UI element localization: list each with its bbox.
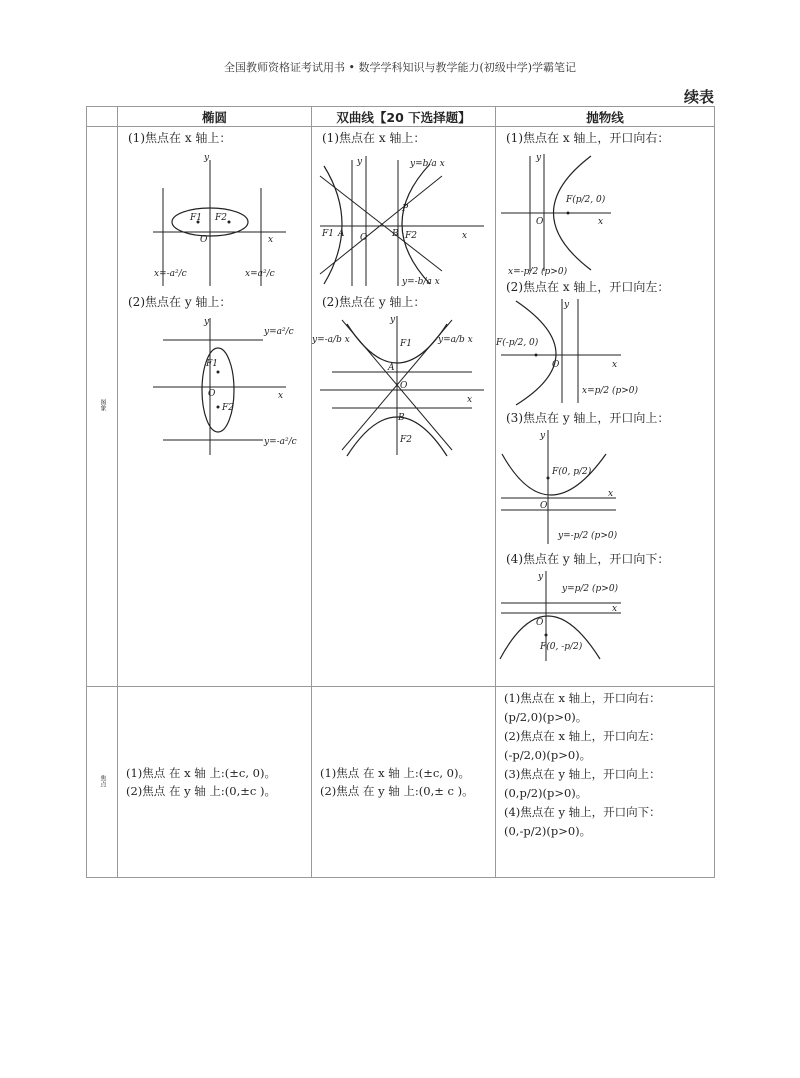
svg-text:x: x: [608, 489, 614, 499]
svg-text:y: y: [390, 315, 396, 325]
ellipse-focus-x: (1)焦点 在 x 轴 上:(±c, 0)。: [126, 766, 276, 780]
parabola-focus-cell: [496, 687, 715, 878]
hyperbola-graph-cell: [312, 127, 496, 687]
ellipse-caption-x: (1)焦点在 x 轴上：: [128, 131, 232, 145]
header-cell-hyperbola: 双曲线【20 下选择题】: [312, 107, 496, 127]
svg-text:y=p/2 (p>0): y=p/2 (p>0): [562, 584, 619, 594]
hyperbola-focus-y: (2)焦点 在 y 轴 上:(0,± c )。: [320, 784, 474, 798]
hyperbola-focus-cell: [312, 687, 496, 878]
svg-text:F2: F2: [215, 213, 227, 223]
parabola-caption-up: (3)焦点在 y 轴上，开口向上：: [506, 411, 670, 425]
ellipse-caption-y: (2)焦点在 y 轴上：: [128, 295, 232, 309]
svg-text:y: y: [540, 431, 546, 441]
focus-row: [87, 687, 715, 878]
svg-text:x: x: [462, 231, 468, 241]
svg-text:F1: F1: [206, 359, 218, 369]
svg-text:y: y: [204, 153, 210, 163]
hyperbola-caption-y: (2)焦点在 y 轴上：: [322, 295, 426, 309]
parabola-focus-line: (0,-p/2)(p>0)。: [504, 824, 592, 838]
svg-text:y: y: [536, 153, 542, 163]
svg-text:F2: F2: [400, 435, 412, 445]
parabola-focus-line: (-p/2,0)(p>0)。: [504, 748, 592, 762]
focus-row-label: 焦点: [87, 687, 118, 878]
svg-text:x: x: [278, 391, 284, 401]
svg-text:y=a²/c: y=a²/c: [264, 327, 294, 337]
svg-text:B: B: [392, 229, 399, 239]
svg-text:x=-p/2 (p>0): x=-p/2 (p>0): [508, 267, 568, 276]
parabola-graph-cell: [496, 127, 715, 687]
svg-text:F1: F1: [400, 339, 412, 349]
svg-text:F(0, -p/2): F(0, -p/2): [540, 642, 583, 652]
graph-row-label: 图象: [87, 127, 118, 687]
table-header-row: [87, 107, 715, 127]
svg-text:O: O: [536, 217, 544, 227]
graph-row: [87, 127, 715, 687]
parabola-left-diagram: [496, 295, 711, 407]
hyperbola-y-diagram: [312, 310, 492, 460]
continued-label: 续表: [683, 88, 714, 106]
svg-text:y=b/a x: y=b/a x: [410, 159, 445, 169]
header-cell-empty: [87, 107, 118, 127]
svg-text:x=a²/c: x=a²/c: [245, 269, 275, 279]
parabola-focus-line: (1)焦点在 x 轴上，开口向右：: [504, 691, 661, 705]
svg-text:x: x: [268, 235, 274, 245]
parabola-up-diagram: [496, 426, 711, 548]
parabola-caption-down: (4)焦点在 y 轴上，开口向下：: [506, 552, 670, 566]
svg-text:O: O: [540, 501, 548, 511]
svg-text:y=-a²/c: y=-a²/c: [264, 437, 297, 447]
svg-text:y: y: [564, 300, 570, 310]
svg-text:F(p/2, 0): F(p/2, 0): [566, 195, 606, 205]
ellipse-focus-cell: [118, 687, 312, 878]
svg-text:O: O: [552, 360, 560, 370]
svg-text:O: O: [536, 618, 544, 628]
svg-text:y: y: [204, 317, 210, 327]
svg-text:O: O: [200, 235, 208, 245]
svg-text:x: x: [612, 604, 618, 614]
svg-text:y=-p/2 (p>0): y=-p/2 (p>0): [558, 531, 618, 541]
ellipse-x-diagram: [118, 146, 308, 291]
svg-text:O: O: [360, 233, 368, 243]
svg-text:x: x: [598, 217, 604, 227]
svg-text:x=-a²/c: x=-a²/c: [154, 269, 187, 279]
svg-text:y=a/b x: y=a/b x: [438, 335, 473, 345]
svg-text:O: O: [208, 389, 216, 399]
svg-text:x=p/2 (p>0): x=p/2 (p>0): [582, 386, 639, 396]
parabola-focus-line: (2)焦点在 x 轴上，开口向左：: [504, 729, 661, 743]
svg-text:y=-b/a x: y=-b/a x: [402, 277, 440, 287]
svg-text:F(0, p/2): F(0, p/2): [552, 467, 592, 477]
hyperbola-x-diagram: [312, 146, 492, 291]
conic-table: [86, 106, 715, 878]
parabola-caption-right: (1)焦点在 x 轴上，开口向右：: [506, 131, 670, 145]
svg-text:B: B: [398, 413, 405, 423]
svg-text:x: x: [612, 360, 618, 370]
svg-text:F1: F1: [322, 229, 334, 239]
parabola-focus-line: (0,p/2)(p>0)。: [504, 786, 588, 800]
svg-text:O: O: [400, 381, 408, 391]
parabola-right-diagram: [496, 146, 711, 276]
ellipse-graph-cell: [118, 127, 312, 687]
ellipse-focus-y: (2)焦点 在 y 轴 上:(0,±c )。: [126, 784, 276, 798]
svg-text:P: P: [402, 204, 409, 214]
svg-text:A: A: [388, 363, 395, 373]
svg-text:F2: F2: [405, 231, 417, 241]
ellipse-y-diagram: [118, 310, 308, 460]
svg-text:y: y: [538, 572, 544, 582]
parabola-down-diagram: [496, 567, 711, 662]
svg-text:y: y: [357, 157, 363, 167]
svg-text:y=-a/b x: y=-a/b x: [312, 335, 350, 345]
parabola-focus-line: (p/2,0)(p>0)。: [504, 710, 588, 724]
svg-text:F1: F1: [190, 213, 202, 223]
svg-text:A: A: [338, 229, 345, 239]
hyperbola-caption-x: (1)焦点在 x 轴上：: [322, 131, 426, 145]
header-cell-parabola: 抛物线: [496, 107, 715, 127]
parabola-focus-line: (4)焦点在 y 轴上，开口向下：: [504, 805, 661, 819]
header-cell-ellipse: 椭圆: [118, 107, 312, 127]
parabola-caption-left: (2)焦点在 x 轴上，开口向左：: [506, 280, 670, 294]
page-header: 全国教师资格证考试用书 • 数学学科知识与教学能力(初级中学)学霸笔记: [223, 61, 577, 74]
svg-text:F(-p/2, 0): F(-p/2, 0): [496, 338, 539, 348]
parabola-focus-line: (3)焦点在 y 轴上，开口向上：: [504, 767, 661, 781]
svg-text:F2: F2: [222, 403, 234, 413]
svg-text:x: x: [467, 395, 473, 405]
hyperbola-focus-x: (1)焦点 在 x 轴 上:(±c, 0)。: [320, 766, 470, 780]
